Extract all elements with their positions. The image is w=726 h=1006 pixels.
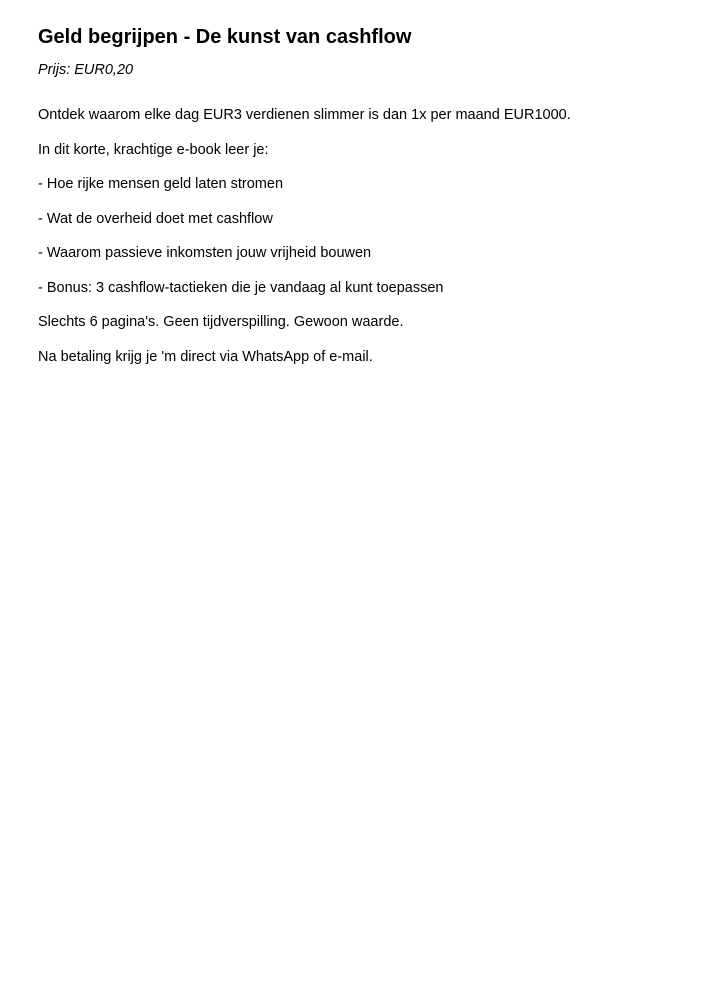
document-content (38, 24, 698, 382)
bullet-item: - Wat de overheid doet met cashflow (38, 210, 273, 227)
delivery-paragraph: Na betaling krijg je 'm direct via WhatsApp of e-mail. (38, 348, 373, 365)
intro-paragraph: Ontdek waarom elke dag EUR3 verdienen slimmer is dan 1x per maand EUR1000. (38, 107, 571, 123)
document-body (38, 106, 698, 366)
lead-in-paragraph: In dit korte, krachtige e-book leer je: (38, 141, 269, 158)
document-title: Geld begrijpen - De kunst van cashflow (38, 26, 412, 48)
length-paragraph: Slechts 6 pagina's. Geen tijdverspilling. Gewoon waarde. (38, 314, 404, 330)
bullet-item: - Bonus: 3 cashflow-tactieken die je vandaag al kunt toepassen (38, 279, 444, 296)
price-label: Prijs: EUR0,20 (38, 62, 134, 78)
bullet-item: - Hoe rijke mensen geld laten stromen (38, 176, 284, 192)
bullet-item: - Waarom passieve inkomsten jouw vrijheid bouwen (38, 245, 372, 261)
